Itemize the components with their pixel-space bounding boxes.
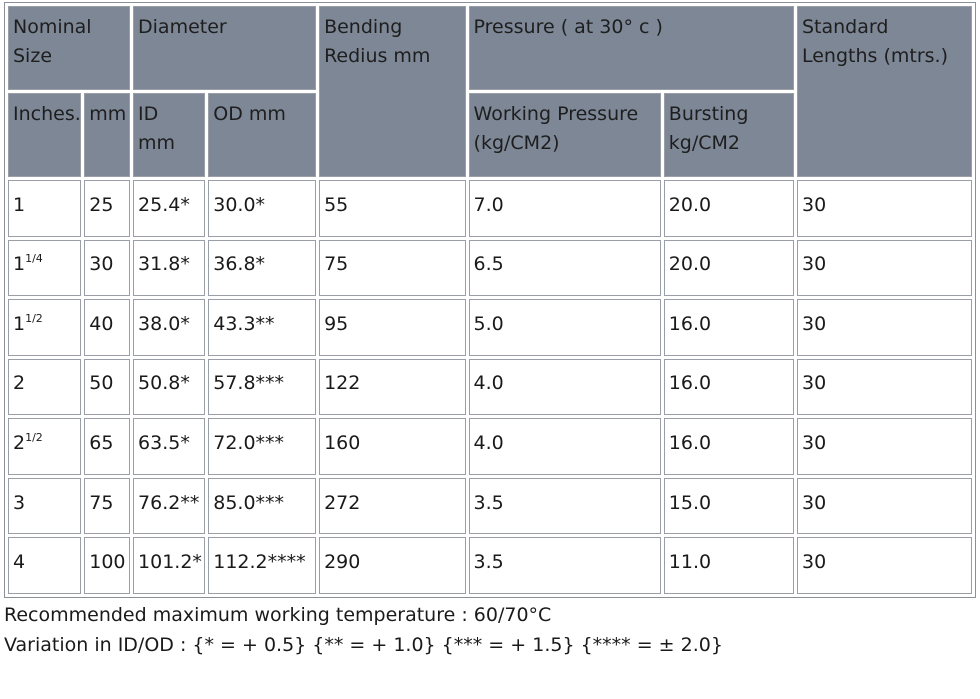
- cell-id: 31.8*: [133, 240, 205, 297]
- cell-mm: 65: [84, 418, 130, 475]
- cell-mm: 30: [84, 240, 130, 297]
- cell-bending-radius: 272: [319, 478, 465, 535]
- cell-length: 30: [797, 240, 972, 297]
- cell-id: 63.5*: [133, 418, 205, 475]
- header-mm: mm: [84, 93, 130, 177]
- cell-id: 101.2*: [133, 537, 205, 594]
- cell-od: 30.0*: [208, 180, 316, 237]
- cell-bursting: 11.0: [664, 537, 794, 594]
- cell-id: 38.0*: [133, 299, 205, 356]
- table-row: [8, 180, 972, 237]
- cell-inches: [8, 240, 81, 297]
- inches-whole: 1: [13, 312, 26, 335]
- cell-od: 112.2****: [208, 537, 316, 594]
- cell-id: 50.8*: [133, 359, 205, 416]
- header-od-mm: OD mm: [208, 93, 316, 177]
- cell-length: 30: [797, 299, 972, 356]
- cell-inches: [8, 359, 81, 416]
- cell-bursting: 16.0: [664, 359, 794, 416]
- cell-working-pressure: 4.0: [469, 418, 661, 475]
- inches-whole: 1: [13, 253, 26, 276]
- cell-od: 36.8*: [208, 240, 316, 297]
- cell-length: 30: [797, 359, 972, 416]
- cell-length: 30: [797, 478, 972, 535]
- cell-bending-radius: 122: [319, 359, 465, 416]
- cell-inches: [8, 299, 81, 356]
- cell-inches: [8, 180, 81, 237]
- footnotes: [4, 600, 723, 660]
- cell-working-pressure: 3.5: [469, 537, 661, 594]
- inches-whole: 1: [13, 193, 26, 216]
- cell-mm: 40: [84, 299, 130, 356]
- cell-inches: [8, 537, 81, 594]
- inches-fraction: 1/2: [25, 311, 43, 325]
- cell-bending-radius: 290: [319, 537, 465, 594]
- cell-length: 30: [797, 418, 972, 475]
- table-row: [8, 359, 972, 416]
- variation-note: Variation in ID/OD : {* = + 0.5} {** = + 1.0} {*** = + 1.5} {**** = ± 2.0}: [4, 634, 723, 656]
- cell-bending-radius: 75: [319, 240, 465, 297]
- header-pressure: Pressure ( at 30° c ): [469, 6, 794, 90]
- cell-bending-radius: 55: [319, 180, 465, 237]
- cell-length: 30: [797, 180, 972, 237]
- cell-mm: 25: [84, 180, 130, 237]
- header-bending-radius: Bending Redius mm: [319, 6, 465, 177]
- cell-bursting: 16.0: [664, 299, 794, 356]
- cell-bending-radius: 160: [319, 418, 465, 475]
- cell-od: 85.0***: [208, 478, 316, 535]
- header-diameter: Diameter: [133, 6, 316, 90]
- inches-fraction: 1/4: [25, 252, 43, 266]
- cell-od: 57.8***: [208, 359, 316, 416]
- header-working-pressure: Working Pressure (kg/CM2): [469, 93, 661, 177]
- header-row-1: [8, 6, 972, 90]
- cell-mm: 50: [84, 359, 130, 416]
- cell-bursting: 16.0: [664, 418, 794, 475]
- temperature-note: Recommended maximum working temperature : 60/70°C: [4, 604, 552, 626]
- table-row: [8, 537, 972, 594]
- cell-length: 30: [797, 537, 972, 594]
- hose-spec-table: [4, 2, 976, 598]
- cell-id: 25.4*: [133, 180, 205, 237]
- table-row: [8, 478, 972, 535]
- cell-mm: 75: [84, 478, 130, 535]
- header-nominal-size: Nominal Size: [8, 6, 130, 90]
- header-id-mm: ID mm: [133, 93, 205, 177]
- cell-bursting: 20.0: [664, 180, 794, 237]
- cell-working-pressure: 5.0: [469, 299, 661, 356]
- cell-od: 72.0***: [208, 418, 316, 475]
- cell-od: 43.3**: [208, 299, 316, 356]
- inches-whole: 2: [13, 372, 26, 395]
- cell-working-pressure: 6.5: [469, 240, 661, 297]
- table-row: [8, 418, 972, 475]
- header-bursting: Bursting kg/CM2: [664, 93, 794, 177]
- inches-fraction: 1/2: [25, 430, 43, 444]
- cell-inches: [8, 478, 81, 535]
- table-row: [8, 240, 972, 297]
- header-standard-lengths: Standard Lengths (mtrs.): [797, 6, 972, 177]
- cell-bursting: 20.0: [664, 240, 794, 297]
- cell-id: 76.2**: [133, 478, 205, 535]
- cell-inches: [8, 418, 81, 475]
- cell-mm: 100: [84, 537, 130, 594]
- cell-working-pressure: 7.0: [469, 180, 661, 237]
- cell-bending-radius: 95: [319, 299, 465, 356]
- inches-whole: 3: [13, 491, 26, 514]
- header-inches: Inches.: [8, 93, 81, 177]
- cell-working-pressure: 4.0: [469, 359, 661, 416]
- inches-whole: 4: [13, 551, 26, 574]
- cell-working-pressure: 3.5: [469, 478, 661, 535]
- cell-bursting: 15.0: [664, 478, 794, 535]
- table-row: [8, 299, 972, 356]
- inches-whole: 2: [13, 432, 26, 455]
